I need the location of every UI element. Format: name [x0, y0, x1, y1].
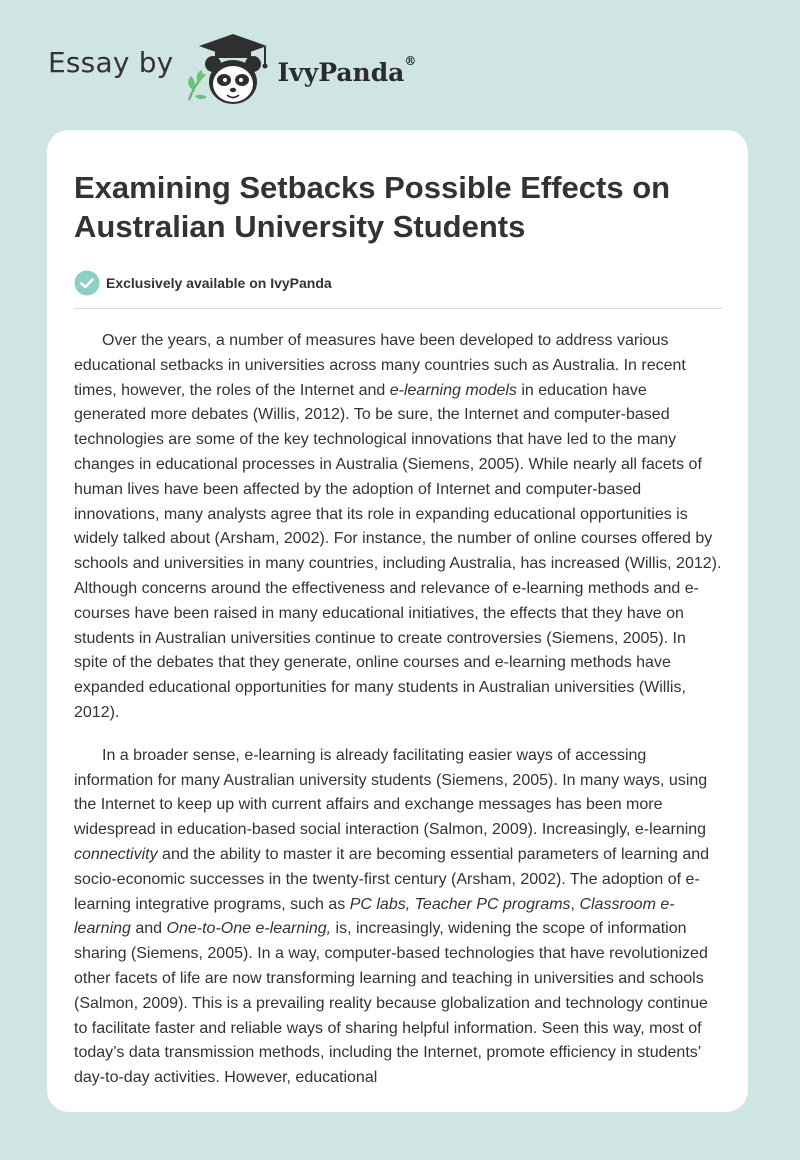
panda-graduate-icon[interactable] — [185, 30, 281, 110]
paragraph-text: and the ability to master it are becoming essential parameters of learning and socio-economic successes in the twenty-first century (Arsham, 2002). The adoption of e-learning integrative programs, such as — [74, 845, 710, 913]
paragraph-text: and — [130, 920, 167, 938]
exclusive-badge — [74, 270, 722, 296]
emphasized-text: PC labs, Teacher PC programs — [349, 895, 571, 913]
exclusive-badge-label: Exclusively available on IvyPanda — [106, 275, 332, 291]
paragraph-text: In a broader sense, e-learning is already facilitating easier ways of accessing information for many Australian university students (Siemens, 2005). In many ways, using the Internet to keep up with current affairs and exchange messages has been more widespread in education-based social interaction (Salmon, 2009). Increasingly, e-learning — [74, 746, 708, 839]
check-circle-icon — [74, 270, 100, 296]
emphasized-text: Classroom e-learning — [74, 895, 675, 938]
brand-name[interactable]: IvyPanda® — [277, 54, 417, 87]
paragraph-text: in education have generated more debates (Willis, 2012). To be sure, the Internet and computer-based technologies are some of the key technological innovations that have led to the many changes in educational processes in Australia (Siemens, 2005). While nearly all facets of human lives have been affected by the adoption of Internet and computer-based innovations, many analysts agree that its role in expanding educational opportunities is widely talked about (Arsham, 2002). For instance, the number of online courses offered by schools and universities in many countries, including Australia, has increased (Willis, 2012). Although concerns around the effectiveness and relevance of e-learning methods and e-courses have been raised in many educational initiatives, the effects that they have on students in Australian universities continue to create controversies (Siemens, 2005). In spite of the debates that they generate, online courses and e-learning methods have expanded educational opportunities for many students in Australian universities (Willis, 2012). — [74, 381, 722, 721]
paragraph-text: is, increasingly, widening the scope of information sharing (Siemens, 2005). In a way, computer-based technologies that have revolutionized other facets of life are now transforming learning and teaching in universities and schools (Salmon, 2009). This is a prevailing reality because globalization and technology continue to facilitate faster and reliable ways of sharing helpful information. Seen this way, most of today’s data transmission methods, including the Internet, promote efficiency in students’ day-to-day activities. However, educational — [74, 920, 708, 1087]
paragraph-text: Over the years, a number of measures have been developed to address various educational setbacks in universities across many countries such as Australia. In recent times, however, the roles of the Internet and — [74, 332, 686, 399]
essay-card — [47, 130, 748, 1112]
emphasized-text: e-learning models — [389, 381, 517, 399]
essay-body — [74, 329, 722, 1091]
essay-paragraph — [74, 744, 722, 1091]
emphasized-text: One-to-One e-learning, — [166, 920, 332, 938]
registered-mark: ® — [404, 54, 417, 69]
paragraph-text: , — [570, 895, 580, 913]
essay-paragraph — [74, 329, 722, 726]
site-header — [48, 30, 416, 110]
emphasized-text: connectivity — [74, 845, 158, 863]
brand-prefix: Essay by — [48, 45, 174, 79]
essay-title: Examining Setbacks Possible Effects on Australian University Students — [74, 170, 671, 244]
divider — [74, 308, 722, 309]
